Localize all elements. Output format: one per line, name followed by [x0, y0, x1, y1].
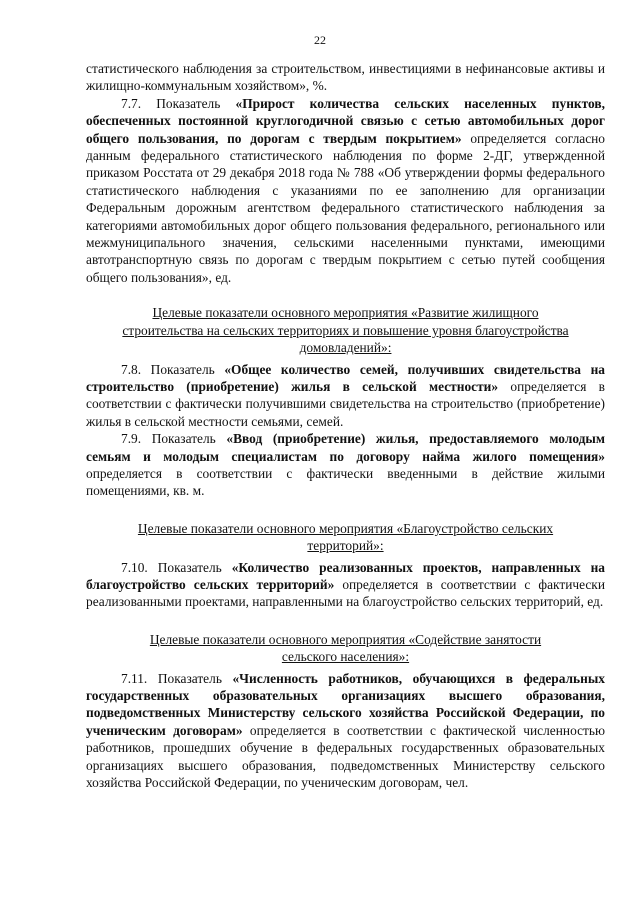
heading-line: Целевые показатели основного мероприятия «Содействие занятости: [149, 631, 542, 647]
indicator-name: «Ввод (приобретение) жилья, предоставляемого молодым семьям и молодым специалистам по договору найма жилого помещения»: [86, 431, 605, 464]
paragraph-7-7: [86, 95, 605, 286]
indicator-lead: 7.10. Показатель: [121, 559, 232, 575]
indicator-name: «Общее количество семей, получивших свидетельства на строительство (приобретение) жилья в сельской местности»: [86, 361, 605, 394]
section-heading-housing: [86, 304, 605, 356]
heading-line: Целевые показатели основного мероприятия «Благоустройство сельских: [137, 520, 554, 536]
paragraph-7-9: [86, 430, 605, 500]
indicator-name: «Количество реализованных проектов, направленных на благоустройство сельских территорий»: [86, 559, 606, 592]
indicator-description: определяется в соответствии с фактически получившими свидетельства на строительство (приобретение) жилья в сельской местности семьями, семей.: [86, 378, 605, 429]
indicator-lead: 7.11. Показатель: [121, 670, 233, 686]
indicator-description: определяется в соответствии с фактически реализованными проектами, направленными на благоустройство сельских территорий, ед.: [86, 576, 605, 610]
section-heading-employment: [86, 631, 605, 666]
heading-line: домовладений»:: [299, 340, 392, 356]
paragraph-7-11: [86, 670, 605, 792]
document-body: [86, 60, 605, 791]
indicator-description: определяется в соответствии с фактической численностью работников, прошедших обучение в федеральных государственных образовательных организациях высшего образования, подведомственных Министерству сельского хозяйства Российской Федерации, по ученическим договорам, чел.: [86, 722, 606, 791]
heading-line: Целевые показатели основного мероприятия «Развитие жилищного: [152, 305, 539, 321]
page-number: 22: [314, 33, 326, 47]
heading-line: территорий»:: [307, 538, 384, 554]
paragraph-7-8: [86, 361, 605, 431]
indicator-description: определяется согласно данным федерального статистического наблюдения по форме 2-ДГ, утвержденной приказом Росстата от 29 декабря 2018 года № 788 «Об утверждении формы федерального статистического наблюдения с указаниями по ее заполнению для организации Федеральным дорожным агентством федерального статистического наблюдения за категориями автомобильных дорог общего пользования федерального, регионального или межмуниципального значения, сельскими населенными пунктами, имеющими автотранспортную связь по дорогам с твердым покрытием с сетью путей сообщения общего пользования», ед.: [86, 130, 605, 285]
indicator-lead: 7.7. Показатель: [121, 95, 236, 111]
paragraph-7-10: [86, 559, 605, 611]
heading-line: сельского населения»:: [281, 649, 410, 665]
paragraph-continuation: статистического наблюдения за строительством, инвестициями в нефинансовые активы и жилищно-коммунальным хозяйством», %.: [86, 61, 605, 94]
indicator-name: «Прирост количества сельских населенных пунктов, обеспеченных постоянной круглогодичной связью с сетью автомобильных дорог общего пользования, по дорогам с твердым покрытием»: [86, 95, 605, 146]
indicator-lead: 7.8. Показатель: [121, 361, 225, 377]
section-heading-improvement: [86, 520, 605, 555]
indicator-description: определяется в соответствии с фактически введенными в действие жилыми помещениями, кв. м.: [86, 465, 605, 499]
heading-line: строительства на сельских территориях и повышение уровня благоустройства: [122, 322, 569, 338]
indicator-name: «Численность работников, обучающихся в федеральных государственных образовательных организациях высшего образования, подведомственных Министерству сельского хозяйства Российской Федерации, по ученическим договорам»: [86, 670, 606, 738]
indicator-lead: 7.9. Показатель: [121, 431, 227, 447]
